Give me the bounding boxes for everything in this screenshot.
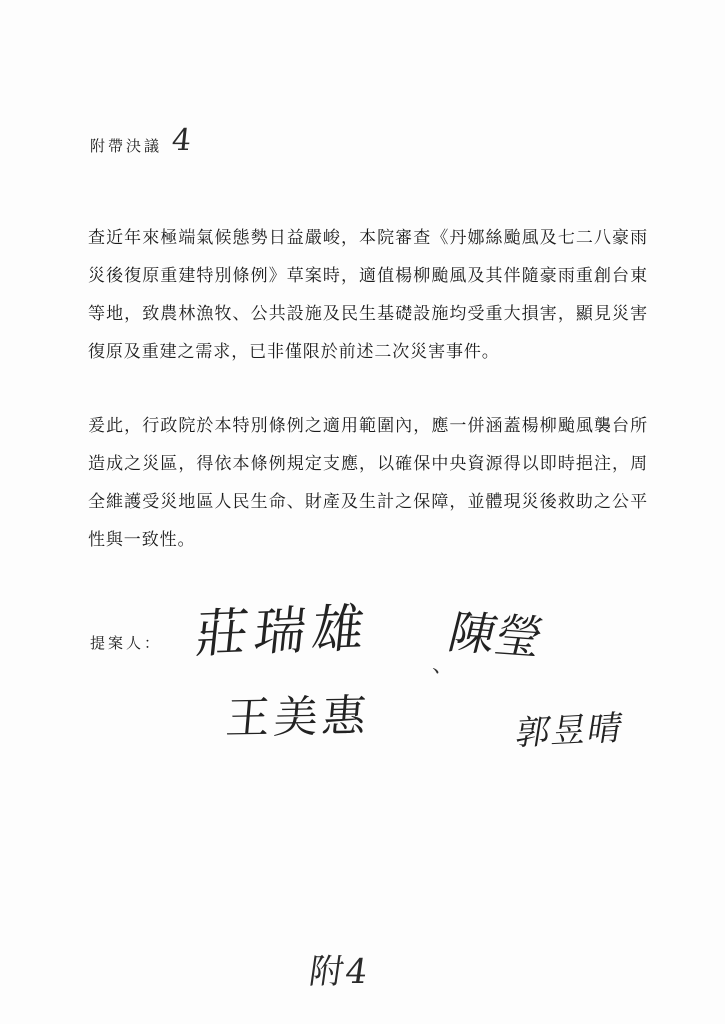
signature-4: 郭昱晴 <box>512 707 628 755</box>
paragraph-2: 爰此，行政院於本特別條例之適用範圍內，應一併涵蓋楊柳颱風襲台所造成之災區，得依本條例規定支應，以確保中央資源得以即時挹注，周全維護受災地區人民生命、財產及生計之保障，並體現災後救助之公平性與一致性。 <box>88 416 648 550</box>
signature-2: 陳瑩 <box>443 605 549 665</box>
heading-label: 附帶決議 <box>90 137 163 155</box>
proposer-label: 提案人： <box>90 634 163 652</box>
footer-page-mark: 附4 <box>306 952 372 992</box>
heading-number-handwritten: 4 <box>170 123 194 158</box>
signature-3: 王美惠 <box>223 690 373 745</box>
signature-1: 莊瑞雄 <box>192 598 374 666</box>
resolution-heading <box>90 123 194 158</box>
paragraph-1: 查近年來極端氣候態勢日益嚴峻，本院審查《丹娜絲颱風及七二八豪雨災後復原重建特別條例》草案時，適值楊柳颱風及其伴隨豪雨重創台東等地，致農林漁牧、公共設施及民生基礎設施均受重大損害，顯見災害復原及重建之需求，已非僅限於前述二次災害事件。 <box>88 228 648 362</box>
signature-separator: 、 <box>432 653 455 678</box>
